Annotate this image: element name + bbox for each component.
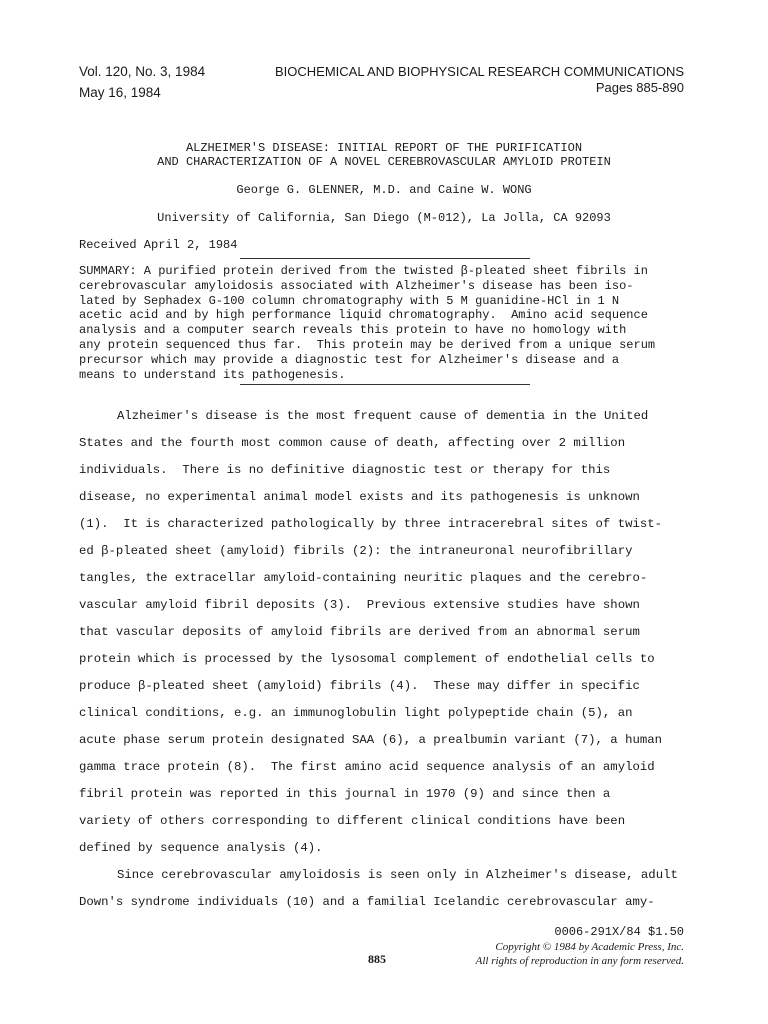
summary-line: cerebrovascular amyloidosis associated with Alzheimer's disease has been iso-: [79, 278, 634, 293]
affiliation: University of California, San Diego (M-012), La Jolla, CA 92093: [157, 211, 611, 225]
body-line: protein which is processed by the lysosomal complement of endothelial cells to: [79, 652, 655, 666]
summary-top-rule: [240, 258, 530, 259]
body-text: [79, 408, 719, 921]
body-line: produce β-pleated sheet (amyloid) fibrils (4). These may differ in specific: [79, 679, 640, 693]
received-date: Received April 2, 1984: [79, 238, 238, 252]
page-range: Pages 885-890: [595, 80, 684, 95]
summary-line: any protein sequenced thus far. This protein may be derived from a unique serum: [79, 337, 656, 352]
article-title-line-2: AND CHARACTERIZATION OF A NOVEL CEREBROVASCULAR AMYLOID PROTEIN: [157, 155, 611, 169]
issn-price: 0006-291X/84 $1.50: [554, 925, 684, 939]
body-line: gamma trace protein (8). The first amino acid sequence analysis of an amyloid: [79, 760, 655, 774]
article-title-line-1: ALZHEIMER'S DISEASE: INITIAL REPORT OF THE PURIFICATION: [185, 141, 583, 155]
body-line: clinical conditions, e.g. an immunoglobulin light polypeptide chain (5), an: [79, 706, 633, 720]
copyright-notice: Copyright © 1984 by Academic Press, Inc.: [495, 941, 684, 953]
body-line: vascular amyloid fibril deposits (3). Previous extensive studies have shown: [79, 598, 640, 612]
summary-line: analysis and a computer search reveals this protein to have no homology with: [79, 323, 627, 338]
authors: George G. GLENNER, M.D. and Caine W. WONG: [236, 183, 532, 197]
summary-block: [79, 264, 699, 382]
body-line: Since cerebrovascular amyloidosis is seen only in Alzheimer's disease, adult: [117, 868, 678, 882]
body-line: Down's syndrome individuals (10) and a familial Icelandic cerebrovascular amy-: [79, 895, 655, 909]
rights-notice: All rights of reproduction in any form reserved.: [475, 955, 684, 967]
body-line: States and the fourth most common cause of death, affecting over 2 million: [79, 436, 626, 450]
volume-issue: Vol. 120, No. 3, 1984: [79, 64, 206, 79]
body-line: ed β-pleated sheet (amyloid) fibrils (2): the intraneuronal neurofibrillary: [79, 544, 633, 558]
summary-bottom-rule: [240, 384, 530, 385]
body-line: that vascular deposits of amyloid fibrils are derived from an abnormal serum: [79, 625, 640, 639]
body-line: tangles, the extracellar amyloid-containing neuritic plaques and the cerebro-: [79, 571, 648, 585]
body-line: variety of others corresponding to different clinical conditions have been: [79, 814, 626, 828]
summary-line: lated by Sephadex G-100 column chromatography with 5 M guanidine-HCl in 1 N: [79, 293, 620, 308]
body-line: defined by sequence analysis (4).: [79, 841, 323, 855]
body-line: acute phase serum protein designated SAA (6), a prealbumin variant (7), a human: [79, 733, 662, 747]
body-line: disease, no experimental animal model exists and its pathogenesis is unknown: [79, 490, 640, 504]
page-number: 885: [368, 952, 386, 966]
summary-line: means to understand its pathogenesis.: [79, 367, 346, 382]
issue-date: May 16, 1984: [79, 85, 161, 100]
body-line: individuals. There is no definitive diagnostic test or therapy for this: [79, 463, 611, 477]
summary-line: precursor which may provide a diagnostic test for Alzheimer's disease and a: [79, 352, 620, 367]
summary-line: SUMMARY: A purified protein derived from the twisted β-pleated sheet fibrils in: [79, 264, 648, 278]
body-line: Alzheimer's disease is the most frequent cause of dementia in the United: [117, 409, 649, 423]
body-line: fibril protein was reported in this journal in 1970 (9) and since then a: [79, 787, 611, 801]
summary-line: acetic acid and by high performance liquid chromatography. Amino acid sequence: [79, 308, 648, 323]
body-line: (1). It is characterized pathologically by three intracerebral sites of twist-: [79, 517, 662, 531]
journal-name: BIOCHEMICAL AND BIOPHYSICAL RESEARCH COMMUNICATIONS: [275, 64, 685, 79]
